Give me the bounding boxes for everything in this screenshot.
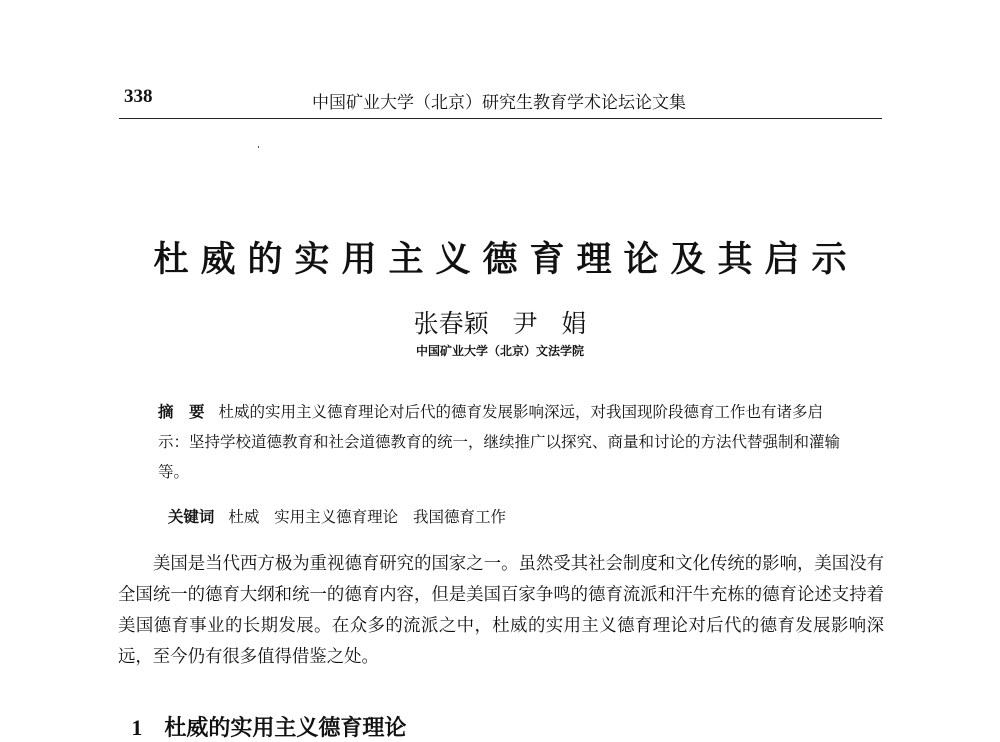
section-title: 杜威的实用主义德育理论	[164, 716, 407, 741]
abstract-label: 摘 要	[158, 403, 205, 421]
authors: 张春颖 尹 娟	[413, 309, 587, 338]
abstract-text: 杜威的实用主义德育理论对后代的德育发展影响深远，对我国现阶段德育工作也有诸多启示：坚持学校道德教育和社会道德教育的统一，继续推广以探究、商量和讨论的方法代替强制和灌输等。	[158, 403, 841, 481]
section-heading	[116, 686, 406, 742]
keywords-label: 关键词	[167, 508, 215, 526]
keywords-text: 杜威 实用主义德育理论 我国德育工作	[228, 508, 506, 526]
header-rule	[119, 118, 882, 119]
section-number: 1	[131, 715, 143, 740]
running-header: 中国矿业大学（北京）研究生教育学术论坛论文集	[312, 93, 686, 113]
body-paragraph: 美国是当代西方极为重视德育研究的国家之一。虽然受其社会制度和文化传统的影响，美国没有全国统一的德育大纲和统一的德育内容，但是美国百家争鸣的德育流派和汗牛充栋的德育论述支持着美国德育事业的长期发展。在众多的流派之中，杜威的实用主义德育理论对后代的德育发展影响深远，至今仍有很多值得借鉴之处。	[118, 554, 884, 667]
keywords	[158, 487, 506, 527]
scan-speck	[258, 146, 259, 148]
article-title: 杜威的实用主义德育理论及其启示	[153, 240, 859, 280]
abstract	[158, 397, 848, 487]
affiliation: 中国矿业大学（北京）文法学院	[415, 344, 584, 358]
page-number: 338	[124, 86, 153, 107]
